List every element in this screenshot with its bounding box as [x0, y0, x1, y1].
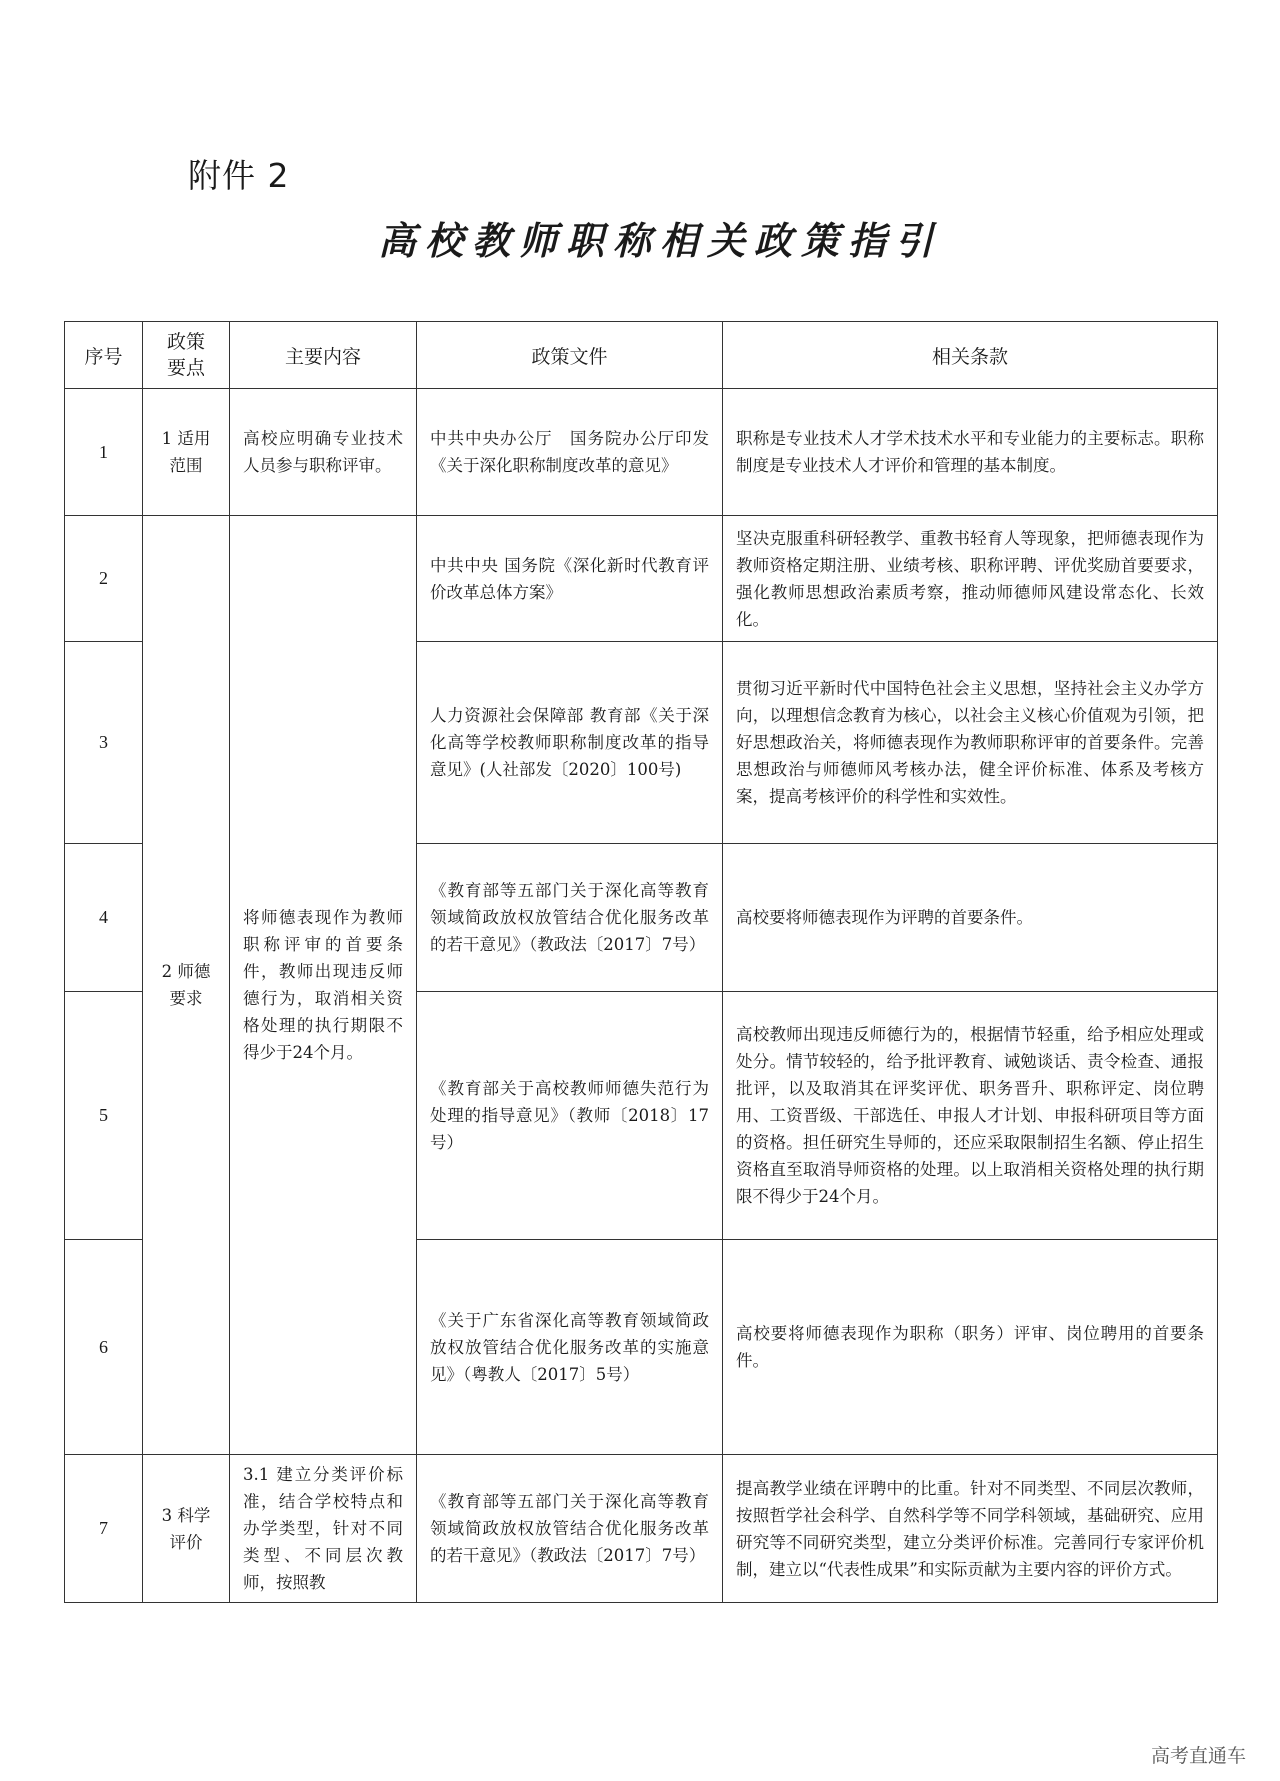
table-row: [65, 1455, 1218, 1603]
header-main: 主要内容: [230, 322, 417, 389]
watermark-text: 高考直通车: [1150, 1745, 1246, 1767]
related-clause: 贯彻习近平新时代中国特色社会主义思想，坚持社会主义办学方向，以理想信念教育为核心，以社会主义核心价值观为引领，把好思想政治关，将师德表现作为教师职称评审的首要条件。完善思想政治与师德师风考核办法，健全评价标准、体系及考核方案，提高考核评价的科学性和实效性。: [723, 642, 1218, 844]
row-number: 4: [65, 844, 143, 992]
policy-file: 中共中央办公厅 国务院办公厅印发《关于深化职称制度改革的意见》: [417, 389, 723, 516]
policy-file: 《关于广东省深化高等教育领域简政放权放管结合优化服务改革的实施意见》（粤教人〔2017〕5号）: [417, 1240, 723, 1455]
table-header-row: [65, 322, 1218, 389]
row-number: 6: [65, 1240, 143, 1455]
related-clause: 职称是专业技术人才学术技术水平和专业能力的主要标志。职称制度是专业技术人才评价和管理的基本制度。: [723, 389, 1218, 516]
policy-point: 2 师德要求: [143, 516, 230, 1455]
main-content: 高校应明确专业技术人员参与职称评审。: [230, 389, 417, 516]
policy-file: 中共中央 国务院《深化新时代教育评价改革总体方案》: [417, 516, 723, 642]
document-title: 高校教师职称相关政策指引: [377, 218, 942, 263]
policy-file: 《教育部等五部门关于深化高等教育领域简政放权放管结合优化服务改革的若干意见》（教政法〔2017〕7号）: [417, 844, 723, 992]
main-content: 3.1 建立分类评价标准，结合学校特点和办学类型，针对不同类型、不同层次教师，按照教: [230, 1455, 417, 1603]
header-file: 政策文件: [417, 322, 723, 389]
policy-file: 《教育部关于高校教师师德失范行为处理的指导意见》（教师〔2018〕17号）: [417, 992, 723, 1240]
related-clause: 高校教师出现违反师德行为的，根据情节轻重，给予相应处理或处分。情节较轻的，给予批评教育、诫勉谈话、责令检查、通报批评，以及取消其在评奖评优、职务晋升、职称评定、岗位聘用、工资晋级、干部选任、申报人才计划、申报科研项目等方面的资格。担任研究生导师的，还应采取限制招生名额、停止招生资格直至取消导师资格的处理。以上取消相关资格处理的执行期限不得少于24个月。: [723, 992, 1218, 1240]
policy-point: 1 适用范围: [143, 389, 230, 516]
row-number: 5: [65, 992, 143, 1240]
row-number: 1: [65, 389, 143, 516]
policy-point: 3 科学评价: [143, 1455, 230, 1603]
header-clause: 相关条款: [723, 322, 1218, 389]
related-clause: 坚决克服重科研轻教学、重教书轻育人等现象，把师德表现作为教师资格定期注册、业绩考核、职称评聘、评优奖励首要要求，强化教师思想政治素质考察，推动师德师风建设常态化、长效化。: [723, 516, 1218, 642]
related-clause: 高校要将师德表现作为评聘的首要条件。: [723, 844, 1218, 992]
policy-file: 人力资源社会保障部 教育部《关于深化高等学校教师职称制度改革的指导意见》(人社部发〔2020〕100号): [417, 642, 723, 844]
header-no: 序号: [65, 322, 143, 389]
related-clause: 提高教学业绩在评聘中的比重。针对不同类型、不同层次教师，按照哲学社会科学、自然科学等不同学科领域，基础研究、应用研究等不同研究类型，建立分类评价标准。完善同行专家评价机制，建立以“代表性成果”和实际贡献为主要内容的评价方式。: [723, 1455, 1218, 1603]
related-clause: 高校要将师德表现作为职称（职务）评审、岗位聘用的首要条件。: [723, 1240, 1218, 1455]
policy-table: [64, 321, 1218, 1603]
attachment-label: 附件 2: [188, 156, 290, 195]
policy-file: 《教育部等五部门关于深化高等教育领域简政放权放管结合优化服务改革的若干意见》（教政法〔2017〕7号）: [417, 1455, 723, 1603]
header-point: 政策要点: [143, 322, 230, 389]
row-number: 3: [65, 642, 143, 844]
table-row: [65, 389, 1218, 516]
row-number: 7: [65, 1455, 143, 1603]
row-number: 2: [65, 516, 143, 642]
table-row: [65, 516, 1218, 642]
main-content: 将师德表现作为教师职称评审的首要条件，教师出现违反师德行为，取消相关资格处理的执行期限不得少于24个月。: [230, 516, 417, 1455]
